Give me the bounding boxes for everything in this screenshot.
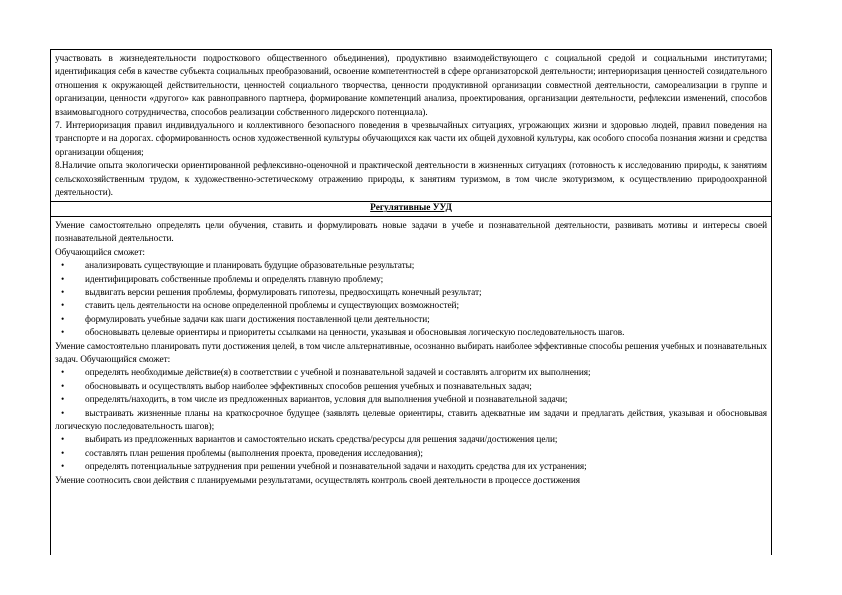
paragraph-goal-setting: Умение самостоятельно определять цели обучения, ставить и формулировать новые задачи в учебе и познавательной деятельности, развивать мотивы и интересы своей познавательной деятельности. <box>55 220 767 245</box>
paragraph-planning: Умение самостоятельно планировать пути достижения целей, в том числе альтернативные, осознанно выбирать наиболее эффективные способы решения учебных и познавательных задач. Обучающийся сможет: <box>55 341 767 365</box>
list-item-text: обосновывать целевые ориентиры и приоритеты ссылками на ценности, указывая и обосновывая логическую последовательность шагов. <box>85 328 625 339</box>
list-item-text: ставить цель деятельности на основе определенной проблемы и существующих возможностей; <box>85 301 459 312</box>
list-item-text: формулировать учебные задачи как шаги достижения поставленной цели деятельности; <box>85 314 430 325</box>
list-item <box>55 367 767 380</box>
list-item-text: определять/находить, в том числе из предложенных вариантов, условия для выполнения учебной и познавательной задачи; <box>85 395 568 406</box>
list-item <box>55 260 767 273</box>
list-item <box>55 381 767 394</box>
list-item-text: обосновывать и осуществлять выбор наиболее эффективных способов решения учебных и познавательных задач; <box>85 381 532 392</box>
list-item <box>55 274 767 287</box>
section-header-regulatory: Регулятивные УУД <box>51 202 771 216</box>
student-can-label: Обучающийся сможет: <box>55 247 145 258</box>
list-item-text: выстраивать жизненные планы на краткосрочное будущее (заявлять целевые ориентиры, ставить адекватные им задачи и предлагать действия, указывая и обосновывая логическую последовательность шагов); <box>55 408 767 432</box>
paragraph-self-control: Умение соотносить свои действия с планируемыми результатами, осуществлять контроль своей деятельности в процессе достижения <box>55 475 581 486</box>
bullet-icon: • <box>61 301 65 312</box>
list-item <box>55 314 767 327</box>
bullet-icon: • <box>61 395 65 406</box>
bullet-icon: • <box>61 274 65 285</box>
list-item <box>55 408 767 435</box>
list-item-text: определять потенциальные затруднения при решении учебной и познавательной задачи и находить средства для их устранения; <box>85 462 587 473</box>
bullet-icon: • <box>61 314 65 325</box>
list-item <box>55 394 767 407</box>
bullet-icon: • <box>61 381 65 392</box>
list-item <box>55 461 767 474</box>
goal-skills-list <box>55 260 767 340</box>
list-item <box>55 300 767 313</box>
list-item <box>55 448 767 461</box>
list-item-text: выбирать из предложенных вариантов и самостоятельно искать средства/ресурсы для решения задачи/достижения цели; <box>85 435 558 446</box>
bullet-icon: • <box>61 368 65 379</box>
list-item-text: определять необходимые действие(я) в соответствии с учебной и познавательной задачей и составлять алгоритм их выполнения; <box>85 368 591 379</box>
bullet-icon: • <box>61 328 65 339</box>
planning-skills-list <box>55 367 767 474</box>
list-item <box>55 287 767 300</box>
paragraph-ecological-experience: 8.Наличие опыта экологически ориентированной рефлексивно-оценочной и практической деятельности в жизненных ситуациях (готовность к исследованию природы, к занятиям сельскохозяйственным трудом, к художественно-эстетическому отражению природы, к занятиям туризмом, в том числе экотуризмом, к осуществлению природоохранной деятельности). <box>55 161 767 199</box>
list-item <box>55 434 767 447</box>
list-item-text: выдвигать версии решения проблемы, формулировать гипотезы, предвосхищать конечный результат; <box>85 287 482 298</box>
paragraph-safety-behavior: 7. Интериоризация правил индивидуального и коллективного безопасного поведения в чрезвычайных ситуациях, угрожающих жизни и здоровью людей, правил поведения на транспорте и на дорогах. сформированность основ художественной культуры обучающихся как части их общей духовной культуры, как особого способа познания жизни и средства организации общения; <box>55 121 767 158</box>
bullet-icon: • <box>61 462 65 473</box>
content-table <box>50 49 772 555</box>
bullet-icon: • <box>61 448 65 459</box>
bullet-icon: • <box>61 287 65 298</box>
list-item-text: составлять план решения проблемы (выполнения проекта, проведения исследования); <box>85 448 423 459</box>
paragraph-social-participation: участвовать в жизнедеятельности подросткового общественного объединения), продуктивно взаимодействующего с социальной средой и социальными институтами; идентификация себя в качестве субъекта социальных преобразований, освоение компетентностей в сфере организаторской деятельности; интериоризация ценностей созидательного отношения к окружающей действительности, ценностей социального творчества, ценности продуктивной организации совместной деятельности, самореализации в группе и организации, ценности «другого» как равноправного партнера, формирование компетенций анализа, проектирования, организации деятельности, рефлексии изменений, способов взаимовыгодного сотрудничества, способов реализации собственного лидерского потенциала). <box>55 54 767 118</box>
bullet-icon: • <box>61 435 65 446</box>
list-item <box>55 327 767 340</box>
list-item-text: анализировать существующие и планировать будущие образовательные результаты; <box>85 261 415 272</box>
regulatory-results-cell <box>51 217 771 489</box>
bullet-icon: • <box>61 408 65 419</box>
bullet-icon: • <box>61 261 65 272</box>
list-item-text: идентифицировать собственные проблемы и определять главную проблему; <box>85 274 384 285</box>
personal-results-cell <box>51 50 771 202</box>
